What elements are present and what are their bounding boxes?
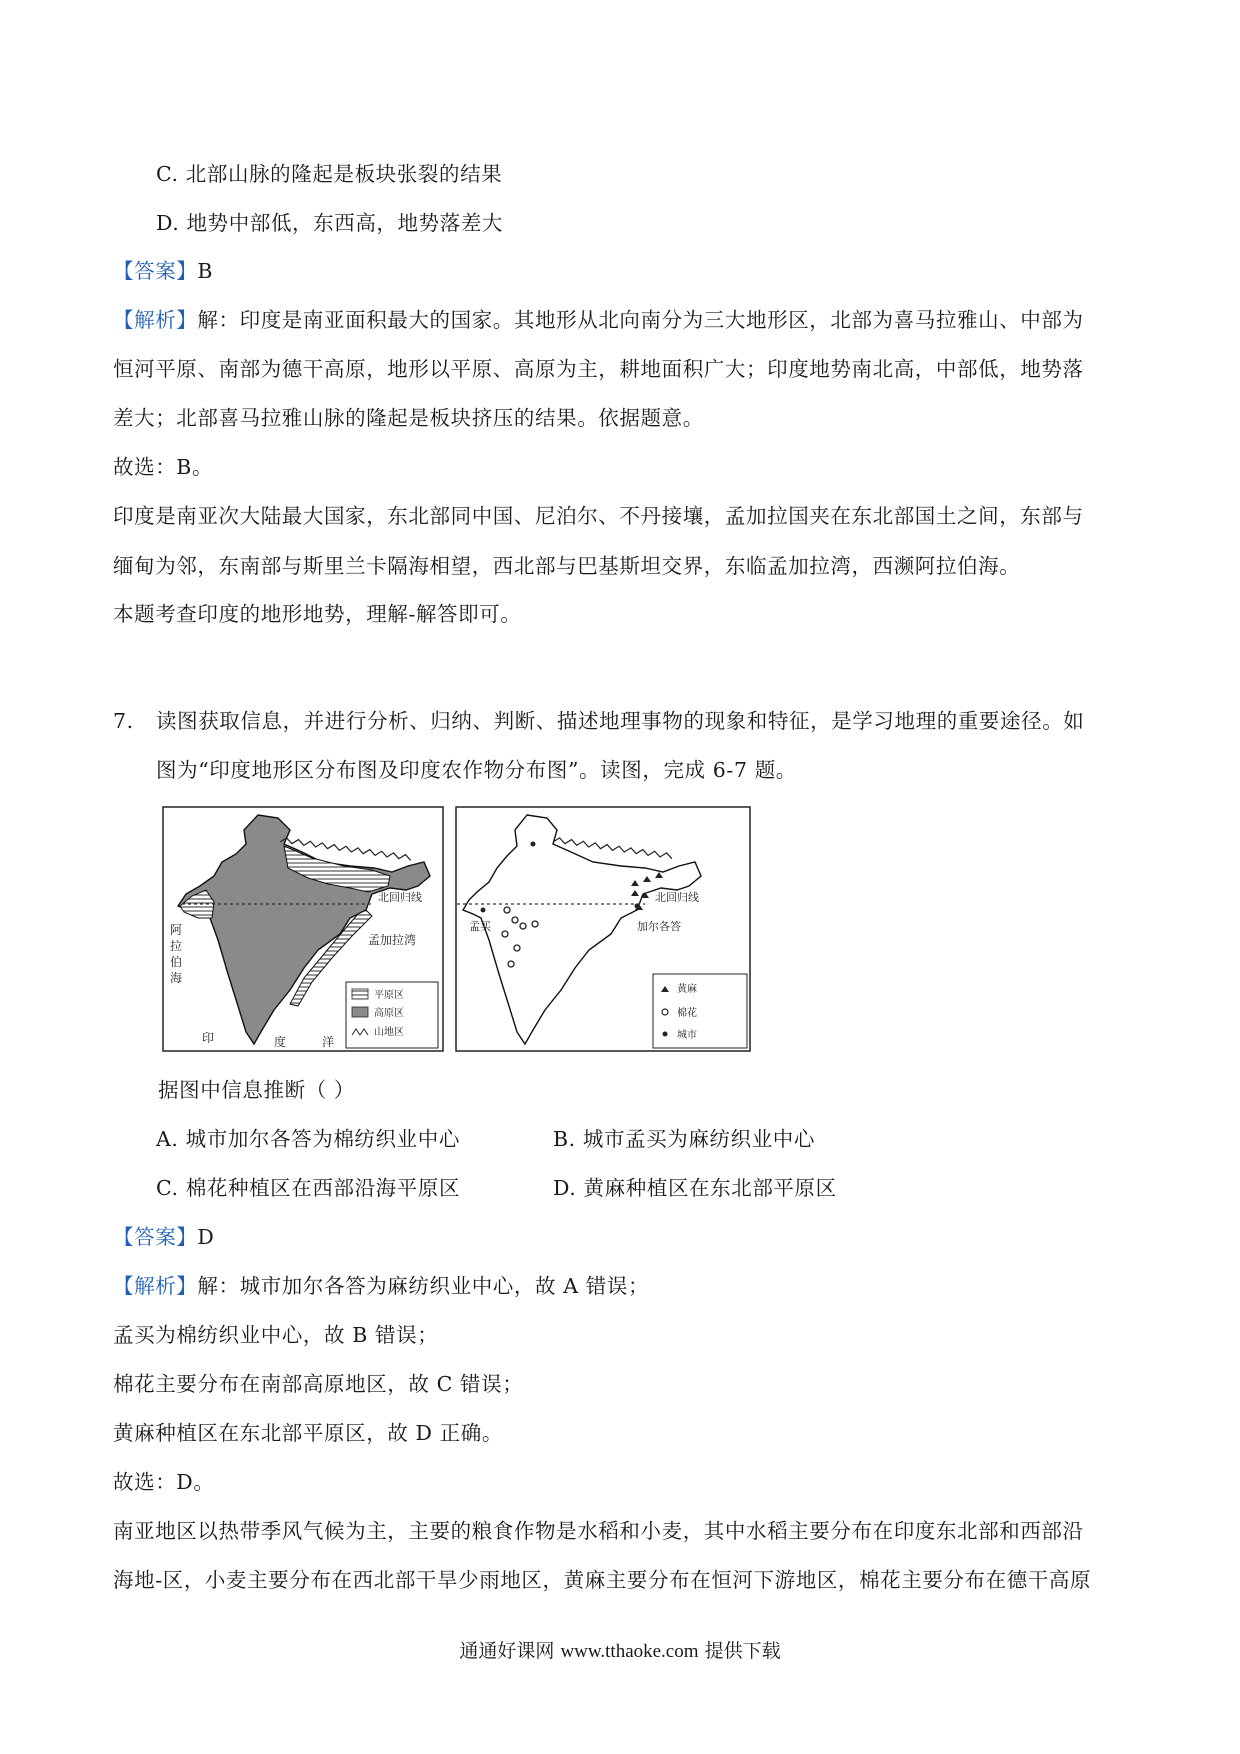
- q6-choice: 故选：B。: [113, 455, 214, 479]
- q6-extra-line-2: 缅甸为邻，东南部与斯里兰卡隔海相望，西北部与巴基斯坦交界，东临孟加拉湾，西濒阿拉伯海。: [113, 554, 1021, 578]
- legend-city-label: 城市: [677, 1030, 697, 1041]
- q6-extra-line-3: 本题考查印度的地形地势，理解-解答即可。: [113, 602, 522, 626]
- q7-extra-line-2: 海地-区，小麦主要分布在西北部干旱少雨地区，黄麻主要分布在恒河下游地区，棉花主要分布在德干高原: [113, 1568, 1092, 1592]
- legend-jute-label: 黄麻: [677, 984, 697, 995]
- legend-city-symbol: [663, 1032, 668, 1037]
- q7-option-a: A. 城市加尔各答为棉纺织业中心: [156, 1127, 460, 1151]
- analysis-tag: 【解析】: [113, 1274, 198, 1298]
- legend-plateau-swatch: [352, 1007, 368, 1017]
- sea-label-char-2: 拉: [170, 939, 183, 953]
- terrain-legend: [346, 982, 438, 1048]
- ocean-label-char-3: 洋: [322, 1035, 335, 1049]
- tropic-label-terrain: 北回归线: [378, 891, 422, 904]
- answer-tag: 【答案】: [113, 259, 198, 283]
- bay-label: 孟加拉湾: [368, 933, 417, 947]
- crop-map: [456, 807, 750, 1051]
- crop-legend: [653, 974, 747, 1048]
- footer-note: 提供下载: [704, 1640, 781, 1662]
- legend-plain-swatch: [352, 989, 368, 999]
- page-footer: [0, 1636, 1240, 1663]
- analysis-tag: 【解析】: [113, 308, 198, 332]
- ocean-label-char-2: 度: [274, 1035, 287, 1049]
- q7-analysis-line-4: 黄麻种植区在东北部平原区，故 D 正确。: [113, 1421, 503, 1445]
- footer-url[interactable]: www.tthaoke.com: [560, 1641, 699, 1662]
- analysis-text: 解：城市加尔各答为麻纺织业中心，故 A 错误；: [197, 1274, 650, 1298]
- india-maps-figure: [162, 806, 752, 1052]
- sea-label-char-3: 伯: [170, 955, 183, 969]
- terrain-map: [163, 807, 443, 1051]
- q7-prompt: 据图中信息推断（ ）: [158, 1078, 356, 1102]
- footer-site: 通通好课网: [459, 1640, 555, 1662]
- legend-plain-label: 平原区: [374, 990, 404, 1001]
- legend-cotton-label: 棉花: [677, 1008, 697, 1019]
- legend-mountain-label: 山地区: [374, 1027, 404, 1038]
- city-dot: [481, 908, 486, 913]
- answer-tag: 【答案】: [113, 1225, 198, 1249]
- q6-analysis-line-3: 差大；北部喜马拉雅山脉的隆起是板块挤压的结果。依据题意。: [113, 406, 704, 430]
- sea-label-char-1: 阿: [170, 923, 183, 937]
- tropic-label-crops: 北回归线: [655, 891, 699, 904]
- q7-analysis-line-3: 棉花主要分布在南部高原地区，故 C 错误；: [113, 1372, 524, 1396]
- q6-analysis-line-2: 恒河平原、南部为德干高原，地形以平原、高原为主，耕地面积广大；印度地势南北高，中部低，地势落: [113, 357, 1084, 381]
- analysis-text: 解：印度是南亚面积最大的国家。其地形从北向南分为三大地形区，北部为喜马拉雅山、中部为: [197, 308, 1084, 332]
- q6-option-c: C. 北部山脉的隆起是板块张裂的结果: [156, 162, 503, 186]
- q6-answer: [113, 257, 213, 285]
- q7-option-d: D. 黄麻种植区在东北部平原区: [553, 1176, 837, 1200]
- q7-extra-line-1: 南亚地区以热带季风气候为主，主要的粮食作物是水稻和小麦，其中水稻主要分布在印度东北部和西部沿: [113, 1519, 1084, 1543]
- q7-answer: [113, 1223, 214, 1251]
- q7-option-c: C. 棉花种植区在西部沿海平原区: [156, 1176, 461, 1200]
- mumbai-label: 孟买: [469, 920, 491, 933]
- answer-value: B: [197, 259, 214, 283]
- q7-analysis-line-1: [113, 1272, 649, 1300]
- q7-analysis-line-2: 孟买为棉纺织业中心，故 B 错误；: [113, 1323, 439, 1347]
- city-dot: [531, 842, 536, 847]
- q6-extra-line-1: 印度是南亚次大陆最大国家，东北部同中国、尼泊尔、不丹接壤，孟加拉国夹在东北部国土之间，东部与: [113, 504, 1084, 528]
- q7-stem-line-2: 图为“印度地形区分布图及印度农作物分布图”。读图，完成 6-7 题。: [156, 758, 797, 782]
- sea-label-char-4: 海: [170, 971, 183, 985]
- legend-plateau-label: 高原区: [374, 1008, 404, 1019]
- kolkata-label: 加尔各答: [637, 920, 681, 933]
- q6-analysis-line-1: [113, 306, 1084, 334]
- q7-choice: 故选：D。: [113, 1470, 215, 1494]
- q7-stem-line-1: 读图获取信息，并进行分析、归纳、判断、描述地理事物的现象和特征，是学习地理的重要途径。如: [156, 709, 1085, 733]
- q6-option-d: D. 地势中部低，东西高，地势落差大: [156, 211, 504, 235]
- q7-number: 7.: [113, 709, 134, 733]
- answer-value: D: [197, 1225, 215, 1249]
- ocean-label-char-1: 印: [202, 1031, 215, 1045]
- q7-option-b: B. 城市孟买为麻纺织业中心: [553, 1127, 815, 1151]
